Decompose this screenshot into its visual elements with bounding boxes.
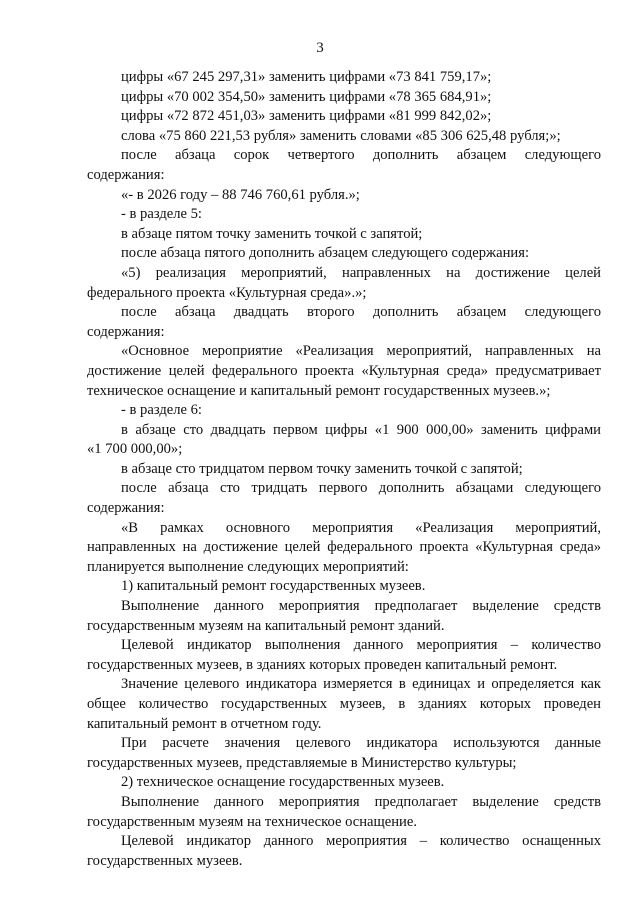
paragraph: цифры «67 245 297,31» заменить цифрами «73 841 759,17»;	[121, 69, 492, 85]
paragraph-first-line: после абзаца двадцать второго дополнить абзацем следующего	[121, 304, 601, 321]
page-number: 3	[316, 40, 324, 56]
paragraph	[87, 479, 601, 518]
paragraph-first-line: после абзаца сорок четвертого дополнить абзацем следующего	[121, 147, 601, 164]
paragraph-continuation: содержания:	[87, 500, 165, 517]
paragraph: - в разделе 5:	[121, 206, 202, 223]
document-body	[87, 68, 601, 871]
paragraph-first-line: «В рамках основного мероприятия «Реализация мероприятий,	[121, 519, 601, 536]
paragraph	[87, 421, 601, 460]
paragraph: - в разделе 6:	[121, 402, 202, 419]
paragraph: «- в 2026 году – 88 746 760,61 рубля.»;	[121, 186, 360, 203]
paragraph: Целевой индикатор выполнения данного мероприятия – количество государственных музеев, в зданиях которых проведен капитальный ремонт.	[87, 637, 601, 673]
paragraph-continuation: федерального проекта «Культурная среда».»;	[87, 284, 367, 301]
paragraph: в абзаце пятом точку заменить точкой с запятой;	[121, 225, 423, 242]
paragraph: Значение целевого индикатора измеряется в единицах и определяется как общее количество государственных музеев, в зданиях которых проведен капитальный ремонт в отчетном году.	[87, 676, 601, 732]
paragraph-continuation: «1 700 000,00»;	[87, 441, 183, 458]
paragraph	[87, 519, 601, 578]
paragraph: Целевой индикатор данного мероприятия – количество оснащенных государственных музеев.	[87, 833, 601, 869]
paragraph: «Основное мероприятие «Реализация мероприятий, направленных на достижение целей федерального проекта «Культурная среда» предусматривает техническое оснащение и капитальный ремонт государственных музеев.»;	[87, 343, 601, 399]
paragraph-continuation: содержания:	[87, 166, 165, 183]
paragraph: 2) техническое оснащение государственных музеев.	[121, 774, 445, 791]
paragraph-first-line: в абзаце сто двадцать первом цифры «1 900 000,00» заменить цифрами	[121, 421, 601, 438]
paragraph: цифры «70 002 354,50» заменить цифрами «78 365 684,91»;	[121, 88, 492, 105]
paragraph-first-line: после абзаца сто тридцать первого дополнить абзацами следующего	[121, 480, 601, 497]
paragraph	[87, 264, 601, 303]
paragraph-first-line: «5) реализация мероприятий, направленных на достижение целей	[121, 264, 601, 281]
paragraph-continuation: направленных на достижение целей федерального проекта «Культурная среда» планируется выполнение следующих мероприятий:	[87, 539, 601, 575]
paragraph: слова «75 860 221,53 рубля» заменить словами «85 306 625,48 рубля;»;	[121, 127, 561, 144]
paragraph: Выполнение данного мероприятия предполагает выделение средств государственным музеям на техническое оснащение.	[87, 793, 601, 830]
paragraph: после абзаца пятого дополнить абзацем следующего содержания:	[121, 245, 529, 262]
paragraph: в абзаце сто тридцатом первом точку заменить точкой с запятой;	[121, 460, 523, 477]
paragraph: Выполнение данного мероприятия предполагает выделение средств государственным музеям на капитальный ремонт зданий.	[87, 598, 601, 634]
paragraph: 1) капитальный ремонт государственных музеев.	[121, 578, 426, 595]
paragraph: При расчете значения целевого индикатора используются данные государственных музеев, представляемые в Министерство культуры;	[87, 735, 601, 771]
paragraph	[87, 303, 601, 342]
paragraph-continuation: содержания:	[87, 323, 165, 340]
paragraph	[87, 146, 601, 185]
paragraph: цифры «72 872 451,03» заменить цифрами «81 999 842,02»;	[121, 108, 492, 125]
